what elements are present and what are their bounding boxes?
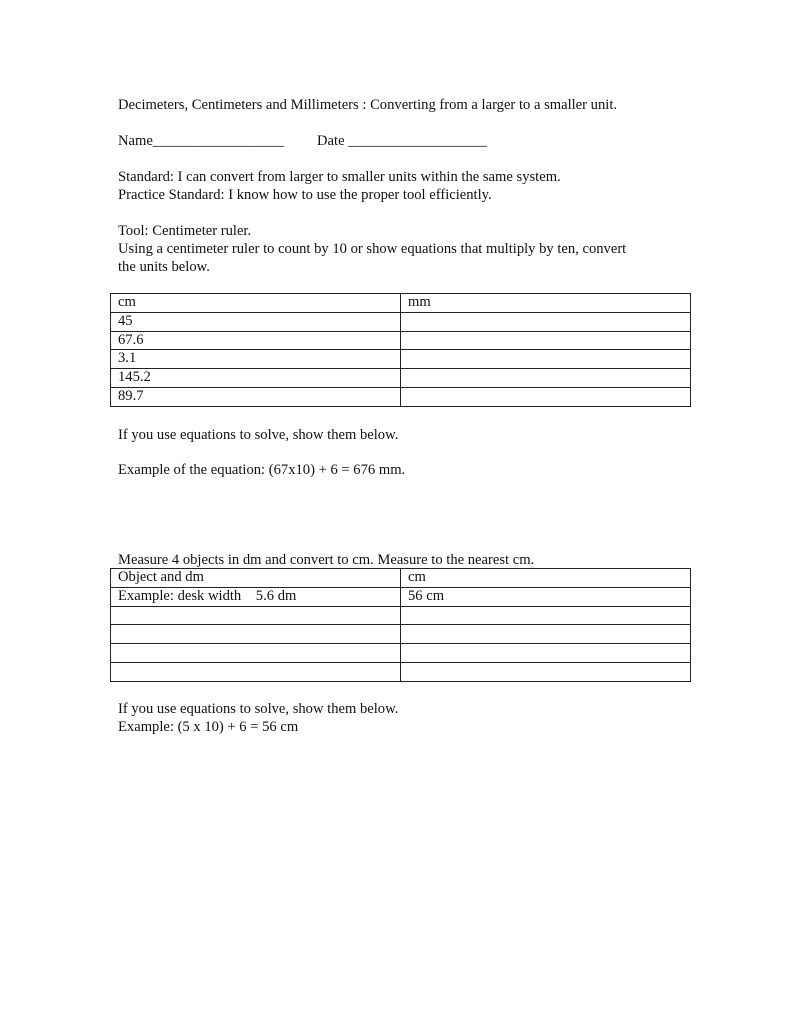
table-row bbox=[111, 350, 691, 369]
table-row bbox=[111, 387, 691, 406]
header-mm: mm bbox=[401, 294, 691, 313]
conversion-table-cm-mm bbox=[110, 293, 691, 407]
object-cell[interactable] bbox=[111, 625, 401, 644]
object-cell[interactable] bbox=[111, 662, 401, 681]
table-row bbox=[111, 662, 691, 681]
measure-instructions: Measure 4 objects in dm and convert to cm. Measure to the nearest cm. bbox=[118, 552, 535, 568]
cm-value: 67.6 bbox=[111, 331, 401, 350]
table-row bbox=[111, 312, 691, 331]
cm-cell[interactable] bbox=[401, 625, 691, 644]
object-cell[interactable] bbox=[111, 606, 401, 625]
table-header-row bbox=[111, 294, 691, 313]
worksheet-title: Decimeters, Centimeters and Millimeters : Converting from a larger to a smaller unit. bbox=[118, 97, 618, 113]
table-row bbox=[111, 369, 691, 388]
cm-value: 145.2 bbox=[111, 369, 401, 388]
tool-text: Tool: Centimeter ruler. bbox=[118, 223, 252, 239]
mm-answer-cell[interactable] bbox=[401, 369, 691, 388]
table-row bbox=[111, 625, 691, 644]
cm-value: 45 bbox=[111, 312, 401, 331]
object-cell: Example: desk width 5.6 dm bbox=[111, 587, 401, 606]
table-row bbox=[111, 331, 691, 350]
mm-answer-cell[interactable] bbox=[401, 312, 691, 331]
equations-note-2: If you use equations to solve, show them below. bbox=[118, 701, 399, 717]
cm-value: 89.7 bbox=[111, 387, 401, 406]
equation-example-2: Example: (5 x 10) + 6 = 56 cm bbox=[118, 719, 299, 735]
equations-note-1: If you use equations to solve, show them below. bbox=[118, 427, 399, 443]
mm-answer-cell[interactable] bbox=[401, 331, 691, 350]
cm-value: 3.1 bbox=[111, 350, 401, 369]
table-row bbox=[111, 644, 691, 663]
header-object-dm: Object and dm bbox=[111, 569, 401, 588]
header-cm: cm bbox=[111, 294, 401, 313]
name-field[interactable]: Name__________________ bbox=[118, 133, 285, 149]
cm-cell[interactable] bbox=[401, 644, 691, 663]
cm-cell[interactable] bbox=[401, 662, 691, 681]
table-row bbox=[111, 606, 691, 625]
table-header-row bbox=[111, 569, 691, 588]
mm-answer-cell[interactable] bbox=[401, 350, 691, 369]
cm-cell: 56 cm bbox=[401, 587, 691, 606]
date-field[interactable]: Date ___________________ bbox=[317, 133, 487, 149]
measurement-table-dm-cm bbox=[110, 568, 691, 682]
practice-standard-text: Practice Standard: I know how to use the proper tool efficiently. bbox=[118, 187, 492, 203]
object-cell[interactable] bbox=[111, 644, 401, 663]
instructions-line-1: Using a centimeter ruler to count by 10 or show equations that multiply by ten, convert bbox=[118, 241, 627, 257]
mm-answer-cell[interactable] bbox=[401, 387, 691, 406]
standard-text: Standard: I can convert from larger to smaller units within the same system. bbox=[118, 169, 561, 185]
instructions-line-2: the units below. bbox=[118, 259, 210, 275]
table-row bbox=[111, 587, 691, 606]
cm-cell[interactable] bbox=[401, 606, 691, 625]
header-cm: cm bbox=[401, 569, 691, 588]
equation-example-1: Example of the equation: (67x10) + 6 = 676 mm. bbox=[118, 462, 406, 478]
